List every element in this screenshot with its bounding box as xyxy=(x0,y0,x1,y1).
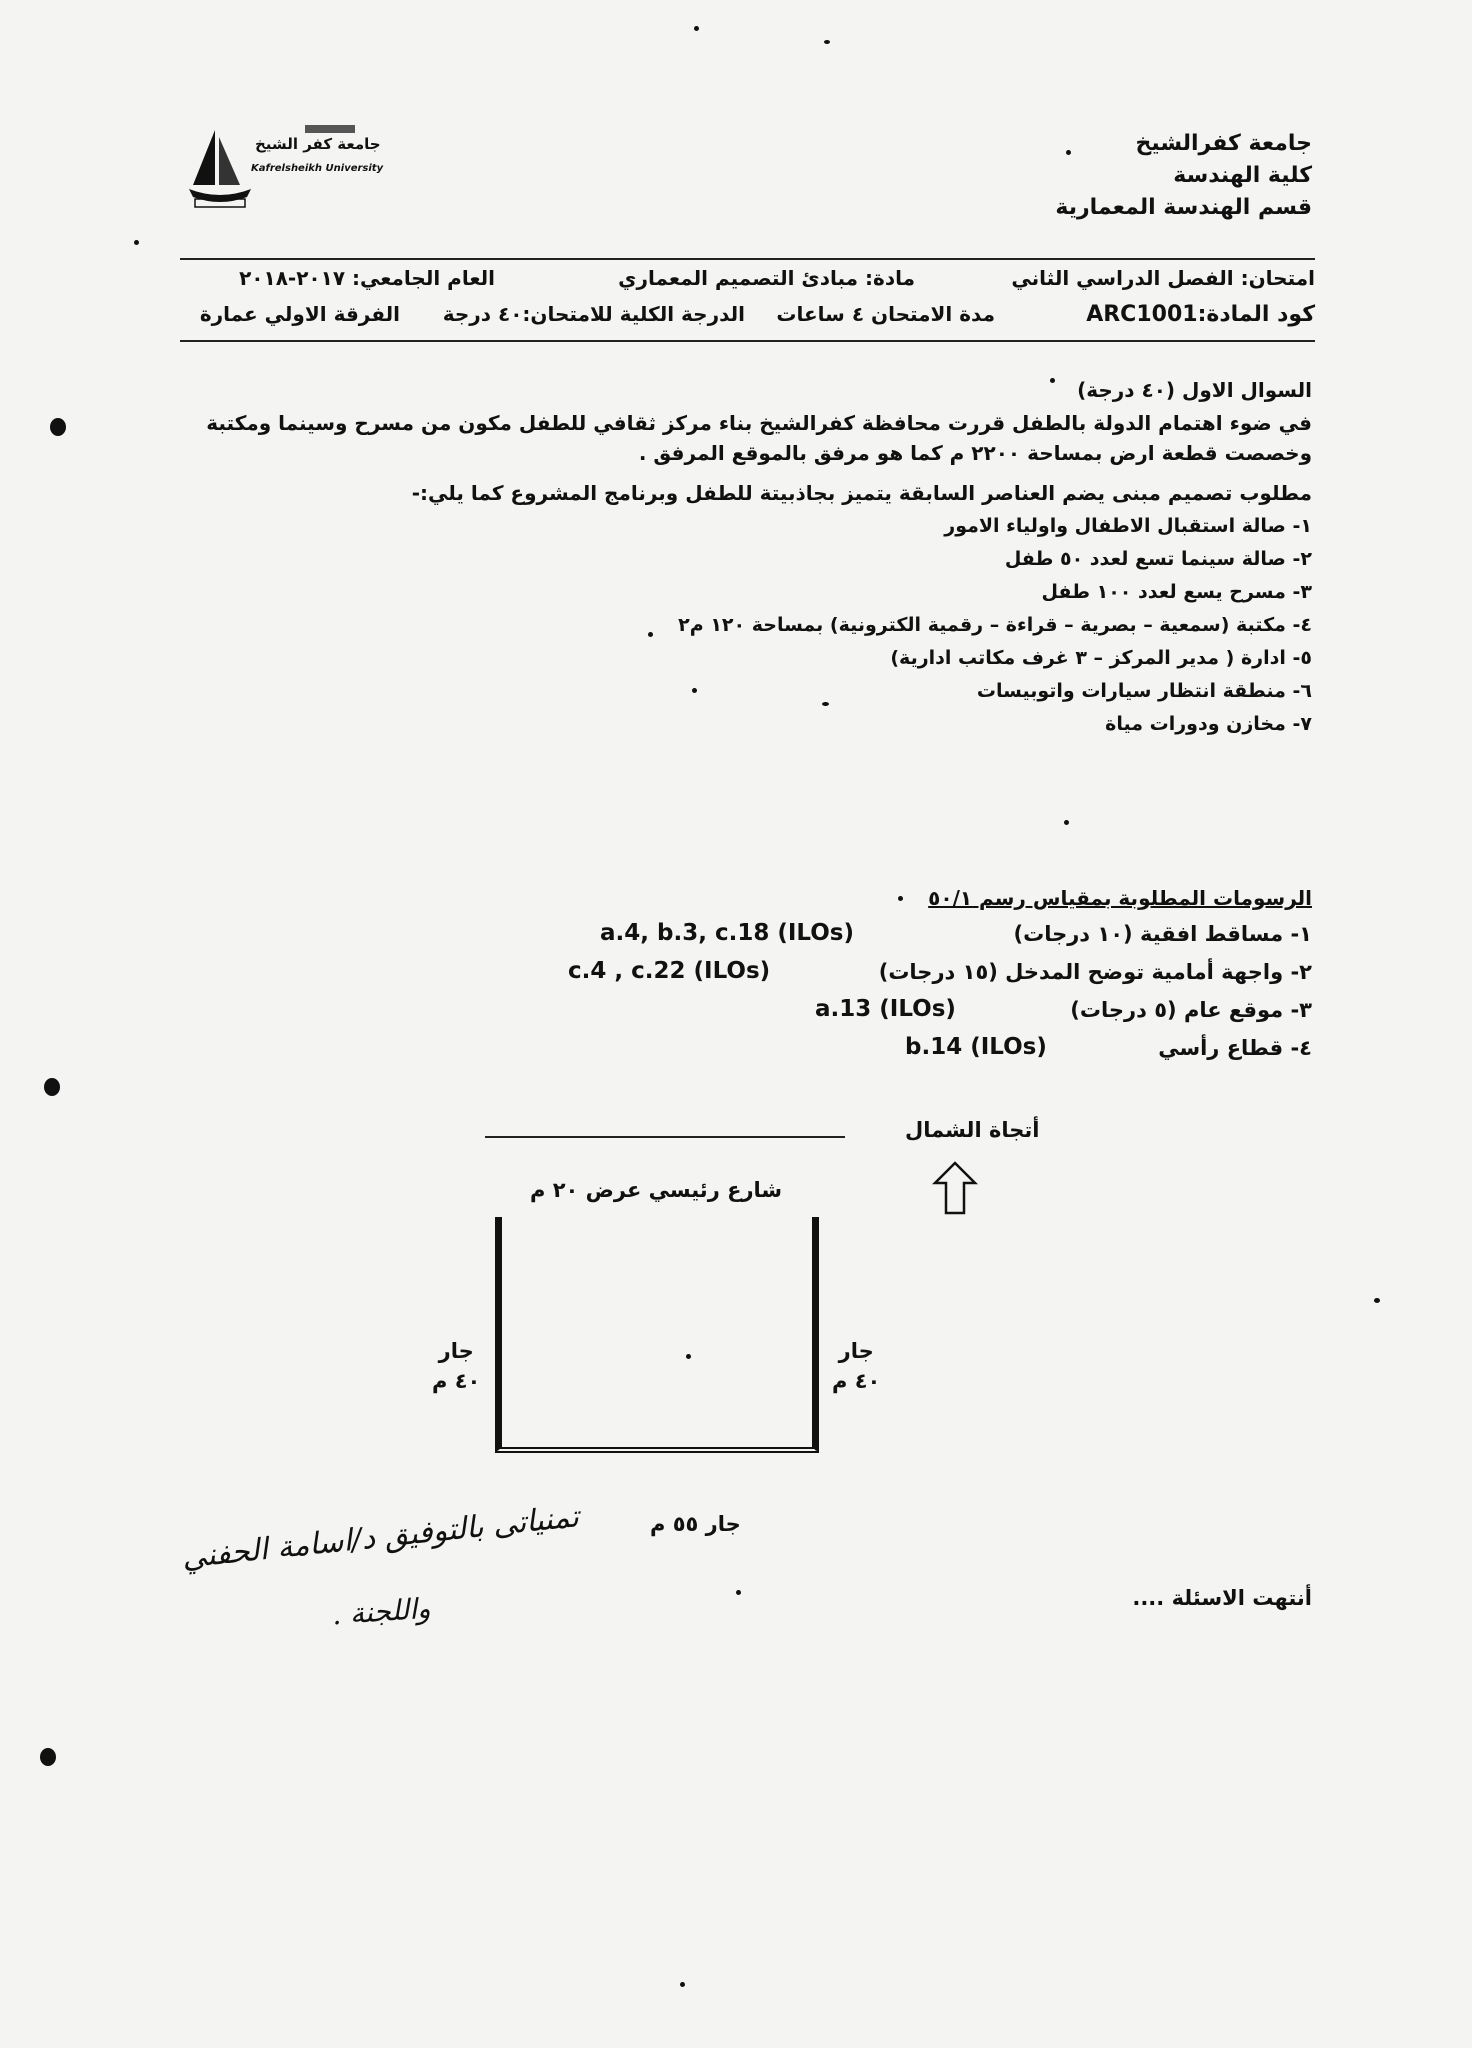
drawing-item-label: ٣- موقع عام (٥ درجات) xyxy=(1070,998,1312,1022)
scan-dot xyxy=(822,702,829,706)
scan-dot xyxy=(686,1354,691,1359)
question-paragraph: في ضوء اهتمام الدولة بالطفل قررت محافظة كفرالشيخ بناء مركز ثقافي للطفل مكون من مسرح وسينما ومكتبة وخصصت قطعة ارض بمساحة ٢٢٠٠ م كما هو مرفق بالموقع المرفق . xyxy=(206,411,1312,465)
program-list xyxy=(678,510,1312,741)
department-name: قسم الهندسة المعمارية xyxy=(1055,195,1312,220)
course-code: كود المادة:ARC1001 xyxy=(1086,302,1315,327)
exam-info-row-2 xyxy=(180,302,1315,338)
university-name: جامعة كفرالشيخ xyxy=(1135,131,1312,156)
scan-dot xyxy=(1066,150,1071,155)
street-line xyxy=(485,1136,845,1138)
university-header xyxy=(1055,128,1312,224)
scan-dot xyxy=(44,1078,60,1096)
question-title: السوال الاول (٤٠ درجة) xyxy=(1077,378,1312,402)
logo-english-text: Kafrelsheikh University xyxy=(251,163,384,174)
list-item: ٤- مكتبة (سمعية – بصرية – قراءة – رقمية الكترونية) بمساحة ١٢٠ م٢ xyxy=(678,614,1312,636)
scan-dot xyxy=(134,240,139,245)
scan-dot xyxy=(692,688,697,693)
university-logo xyxy=(185,115,384,215)
drawing-item-label: ٢- واجهة أمامية توضح المدخل (١٥ درجات) xyxy=(878,960,1312,984)
drawing-item-ilos: c.4 , c.22 (ILOs) xyxy=(568,958,771,984)
exam-info-row-1 xyxy=(180,266,1315,302)
right-neighbor-label: جار ٤٠ م xyxy=(832,1339,881,1393)
handwriting-line-2: واللجنة . xyxy=(330,1591,432,1632)
list-item: ٥- ادارة ( مدير المركز – ٣ غرف مكاتب ادارية) xyxy=(890,647,1312,669)
exam-label: امتحان: الفصل الدراسي الثاني xyxy=(1011,266,1315,290)
list-item: ٦- منطقة انتظار سيارات واتوبيسات xyxy=(976,680,1312,702)
question-requirement: مطلوب تصميم مبنى يضم العناصر السابقة يتميز بجاذبيتة للطفل وبرنامج المشروع كما يلي:- xyxy=(411,481,1312,505)
scan-dot xyxy=(1374,1298,1380,1303)
scan-dot xyxy=(50,418,66,436)
list-item: ١- صالة استقبال الاطفال واولياء الامور xyxy=(944,515,1312,537)
scan-dot xyxy=(648,632,653,637)
north-direction-label: أتجاة الشمال xyxy=(905,1118,1040,1142)
scan-dot xyxy=(1064,820,1069,825)
faculty-name: كلية الهندسة xyxy=(1173,163,1312,188)
total-grade-label: الدرجة الكلية للامتحان:٤٠ درجة xyxy=(442,302,745,326)
level-label: الفرقة الاولي عمارة xyxy=(199,302,400,326)
list-item: ٧- مخازن ودورات مياة xyxy=(1105,713,1312,735)
drawing-item-ilos: a.4, b.3, c.18 (ILOs) xyxy=(600,920,854,946)
drawing-item-ilos: b.14 (ILOs) xyxy=(905,1034,1047,1060)
scan-dot xyxy=(824,40,830,44)
drawings-title: الرسومات المطلوبة بمقياس رسم ٥٠/١ xyxy=(928,886,1312,910)
left-neighbor-label: جار ٤٠ م xyxy=(432,1339,481,1393)
bottom-neighbor-label: جار ٥٥ م xyxy=(650,1512,741,1536)
scan-dot xyxy=(898,896,903,901)
street-label: شارع رئيسي عرض ٢٠ م xyxy=(530,1178,783,1202)
drawing-item-label: ١- مساقط افقية (١٠ درجات) xyxy=(1013,922,1312,946)
drawing-item-ilos: a.13 (ILOs) xyxy=(815,996,956,1022)
list-item: ٢- صالة سينما تسع لعدد ٥٠ طفل xyxy=(1004,548,1312,570)
list-item: ٣- مسرح يسع لعدد ١٠٠ طفل xyxy=(1041,581,1312,603)
scan-dot xyxy=(40,1748,56,1766)
site-plot-rectangle xyxy=(495,1217,819,1453)
drawing-item-label: ٤- قطاع رأسي xyxy=(1158,1036,1312,1060)
top-divider xyxy=(180,258,1315,260)
handwritten-note xyxy=(60,1500,580,1660)
scan-dot xyxy=(694,26,699,31)
scan-dot xyxy=(736,1590,741,1595)
north-arrow-icon xyxy=(932,1160,978,1216)
logo-arabic-text: جامعة كفر الشيخ xyxy=(255,135,381,153)
bottom-divider xyxy=(180,340,1315,342)
duration-label: مدة الامتحان ٤ ساعات xyxy=(776,302,995,326)
year-label: العام الجامعي: ٢٠١٧-٢٠١٨ xyxy=(239,266,495,290)
scan-dot xyxy=(1050,378,1055,383)
subject-label: مادة: مبادئ التصميم المعماري xyxy=(618,266,915,290)
handwriting-line-1: تمنياتى بالتوفيق د/اسامة الحفني xyxy=(180,1499,581,1576)
end-of-questions: أنتهت الاسئلة .... xyxy=(1132,1586,1312,1610)
scan-dot xyxy=(680,1982,685,1987)
